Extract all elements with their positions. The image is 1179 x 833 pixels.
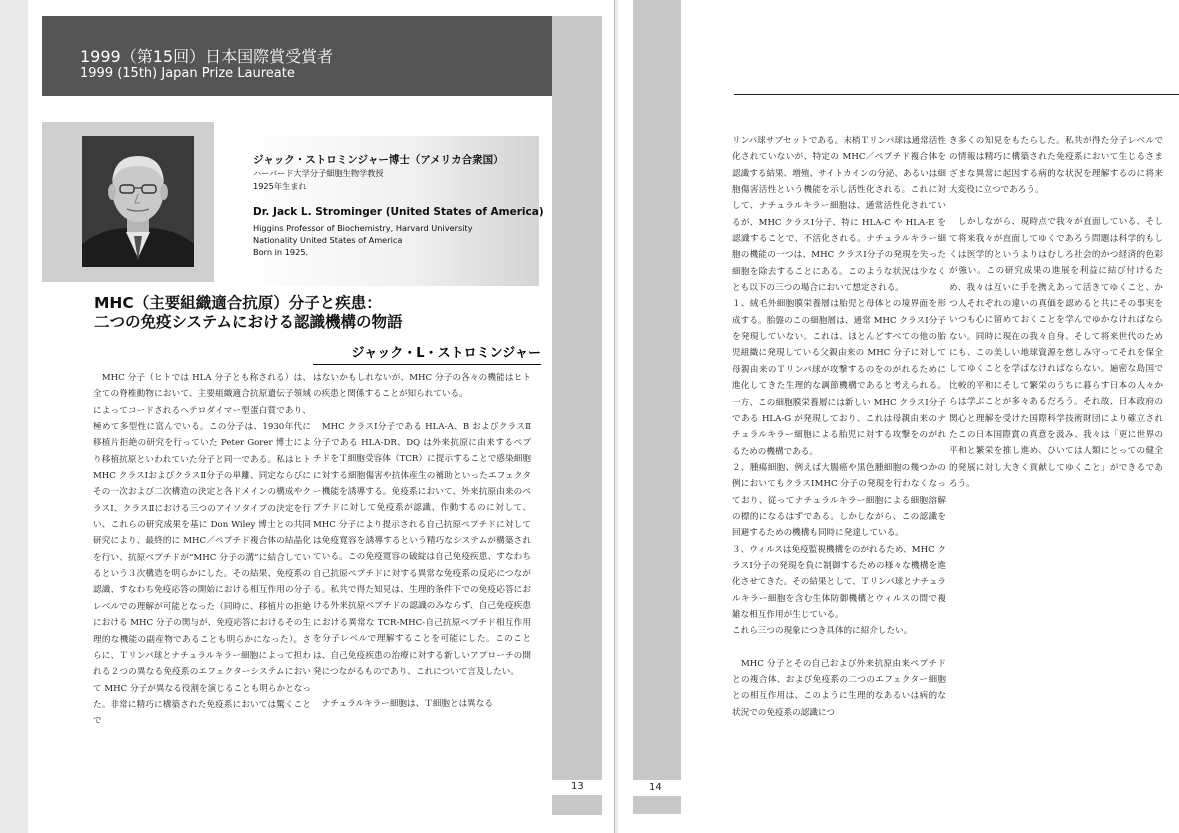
article-author: ジャック・L・ストロミンジャー xyxy=(313,342,541,365)
laureate-born-en: Born in 1925. xyxy=(253,247,309,257)
paragraph: はないかもしれないが、MHC 分子の各々の機能はヒトの疾患と関係することが知られている。 xyxy=(313,373,531,400)
laureate-position-en: Higgins Professor of Biochemistry, Harvard University xyxy=(253,223,473,233)
paragraph: ナチュラルキラー細胞は、Ｔ細胞とは異なる xyxy=(313,699,493,710)
paragraph: リンパ球サブセットである。末梢Ｔリンパ球は通常活性化されていないが、特定の MHC／ペプチド複合体を認識する結果、増殖、サイトカインの分泌、あるいは細胞傷害活性という機能を示し活性化される。これに対して、ナチュラルキラー細胞は、通常活性化されているが、MHC クラスⅠ分子、特に HLA-C や HLA-E を認識することで、不活化される。ナチュラルキラー細胞の機能の一つは、MHC クラスⅠ分子の発現を失った細胞を除去することにある。このような状況は少なくとも以下の三つの場合において想定される。 xyxy=(732,136,946,294)
laureate-portrait xyxy=(82,136,194,267)
paragraph: １、絨毛外細胞膜栄養層は胎児と母体との境界面を形成する。胎盤のこの細胞層は、通常 MHC クラスⅠ分子を発現していない。これは、ほとんどすべての他の胎児組織に発現している父親由来の MHC 分子に対して母親由来のＴリンパ球が攻撃するのをのがれるために進化してきた生理的な調節機構であると考えられる。一方、この細胞膜栄養層には新しい MHC クラスⅠ分子である HLA-G が発現しており、これは母親由来のナチュラルキラー細胞による胎児に対する攻撃をのがれるための機構である。 xyxy=(732,299,946,457)
paragraph: き多くの知見をもたらした。私共が得た分子レベルでの情報は精巧に構築された免疫系において生じるさまざまな異常に起因する病的な状況を理解するのに将来大変役に立つであろう。 xyxy=(949,136,1163,196)
page-number-14: 14 xyxy=(649,782,662,793)
laureate-name-ja: ジャック・ストロミンジャー博士（アメリカ合衆国） xyxy=(253,154,504,166)
paragraph: MHC クラスⅠ分子である HLA-A、B およびクラスⅡ分子である HLA-DR、DQ は外来抗原に由来するペプチドをＴ細胞受容体（TCR）に提示することで感染細胞に対する細胞傷害や抗体産生の補助といったエフェクター機能を誘導する。免疫系において、外来抗原由来のペプチドに対して免疫系が認識、作動するのに対して、MHC 分子により提示される自己抗原ペプチドに対しては免疫寛容を誘導するという精巧なシステムが構築されている。この免疫寛容の破綻は自己免疫疾患、すなわち自己抗原ペプチドに対する異常な免疫系の反応につながる。私共で得た知見は、生理的条件下での免疫応答における外来抗原ペプチドの認識のみならず、自己免疫疾患における異常な TCR-MHC-自己抗原ペプチド相互作用を分子レベルで理解することを可能にした。このことは、自己免疫疾患の治療に対する新しいアプローチの開発につながるものであり、これについて言及したい。 xyxy=(313,421,531,677)
article-title-line2: 二つの免疫システムにおける認識機構の物語 xyxy=(94,313,403,331)
laureate-info-box xyxy=(233,136,544,286)
header-band xyxy=(42,16,552,96)
paragraph: MHC 分子（ヒトでは HLA 分子とも称される）は、全ての脊椎動物において、主要組織適合抗原遺伝子領域によってコードされるヘテロダイマー型蛋白質であり、極めて多型性に富んでいる。この分子は、1930年代に移植片拒絶の研究を行っていた Peter Gorer 博士により移植抗原といわれていた分子と同一である。私はヒト MHC クラスⅠおよびクラスⅡ分子の単離、同定ならびにその一次および二次構造の決定と各ドメインの構成やクラスⅠ、クラスⅡにおける三つのアイソタイプの決定を行い、これらの研究成果を基に Don Wiley 博士との共同研究により、最終的に MHC／ペプチド複合体の結晶化を行い、抗原ペプチドが“MHC 分子の溝”に結合しているという３次構造を明らかにした。その結果、免疫系の認識、すなわち免疫応答の開始における相互作用の分子レベルでの理解が可能となった（同時に、移植片の拒絶における MHC 分子の関与が、免疫応答におけるその生理的な機能の副産物であることも明らかになった）。さらに、Ｔリンパ球とナチュラルキラー細胞によって担われる２つの異なる免疫系のエフェクターシステムにおいて MHC 分子が異なる役割を演じることも明らかとなった。非常に精巧に構築された免疫系においては驚くことで xyxy=(93,373,311,727)
page-13 xyxy=(28,0,615,833)
portrait-frame xyxy=(42,122,214,282)
laureate-born-ja: 1925年生まれ xyxy=(253,181,307,191)
header-title-ja: 1999（第15回）日本国際賞受賞者 xyxy=(80,47,334,66)
paragraph: ３、ウィルスは免疫監視機構をのがれるため、MHC クラスⅠ分子の発現を負に制御するための様々な機構を進化させてきた。その結果として、Ｔリンパ球とナチュラルキラー細胞を含む生体防御機構とウィルスの間で複雑な相互作用が生じている。 xyxy=(732,544,946,620)
header-title-en: 1999 (15th) Japan Prize Laureate xyxy=(80,66,295,81)
header-rule xyxy=(734,94,1179,95)
page-side-bar-bottom xyxy=(552,795,602,815)
page-side-bar xyxy=(633,0,681,780)
laureate-position-ja: ハーバード大学分子細胞生物学教授 xyxy=(253,168,384,178)
paragraph: これら三つの現象につき具体的に紹介したい。 xyxy=(732,626,913,637)
article-column-3 xyxy=(732,133,946,773)
page-side-bar-bottom xyxy=(633,796,681,814)
article-column-1 xyxy=(93,370,311,770)
laureate-name-en: Dr. Jack L. Strominger (United States of America) xyxy=(253,206,544,218)
page-14 xyxy=(618,0,1179,833)
article-column-2 xyxy=(311,370,531,770)
page-number-13: 13 xyxy=(571,781,584,792)
paragraph: MHC 分子とその自己および外来抗原由来ペプチドとの複合体、および免疫系の二つのエフェクター細胞との相互作用は、このように生理的なあるいは病的な状況での免疫系の認識につ xyxy=(732,658,946,718)
page-side-bar xyxy=(552,16,602,780)
laureate-nationality-en: Nationality United States of America xyxy=(253,235,403,245)
paragraph: しかしながら、現時点で我々が直面している、そして将来我々が直面してゆくであろう問題は科学的もしくは医学的というよりはむしろ社会的かつ経済的色彩が強い。この研究成果の進展を利益に結び付けるため、我々は互いに手を携えあって活きてゆくこと、かつ人それぞれの違いの真価を認めると共にその事実をいつも心に留めておくことを学んでゆかなければならない。同時に現在の我々自身、そして将来世代のためにも、この美しい地球資源を慈しみ守ってそれを保全してゆくことを学ばなければならない。遍密な島国で比較的平和にそして繁栄のうちに暮らす日本の人々からは学ぶことが多々あるだろう。それ故、日本政府の関心と理解を受けた国際科学技術財団により確立されたこの日本国際賞の真意を汲み、我々は「更に世界の平和と繁栄を推し進め、ひいては人類にとっての健全的発展に対し大きく貢献してゆくこと」ができるであろう。 xyxy=(949,217,1163,489)
article-title-line1: MHC（主要組織適合抗原）分子と疾患： xyxy=(94,294,382,312)
paragraph: ２、腫瘍細胞、例えば大腸癌や黒色腫細胞の幾つかの例においてもクラスⅠMHC 分子の発現を行わなくなっており、従ってナチュラルキラー細胞による細胞溶解の標的になるはずである。しかしながら、この認識を回避するための機構も同時に発達している。 xyxy=(732,462,946,539)
article-column-4 xyxy=(949,133,1163,773)
portrait-illustration xyxy=(82,136,194,267)
